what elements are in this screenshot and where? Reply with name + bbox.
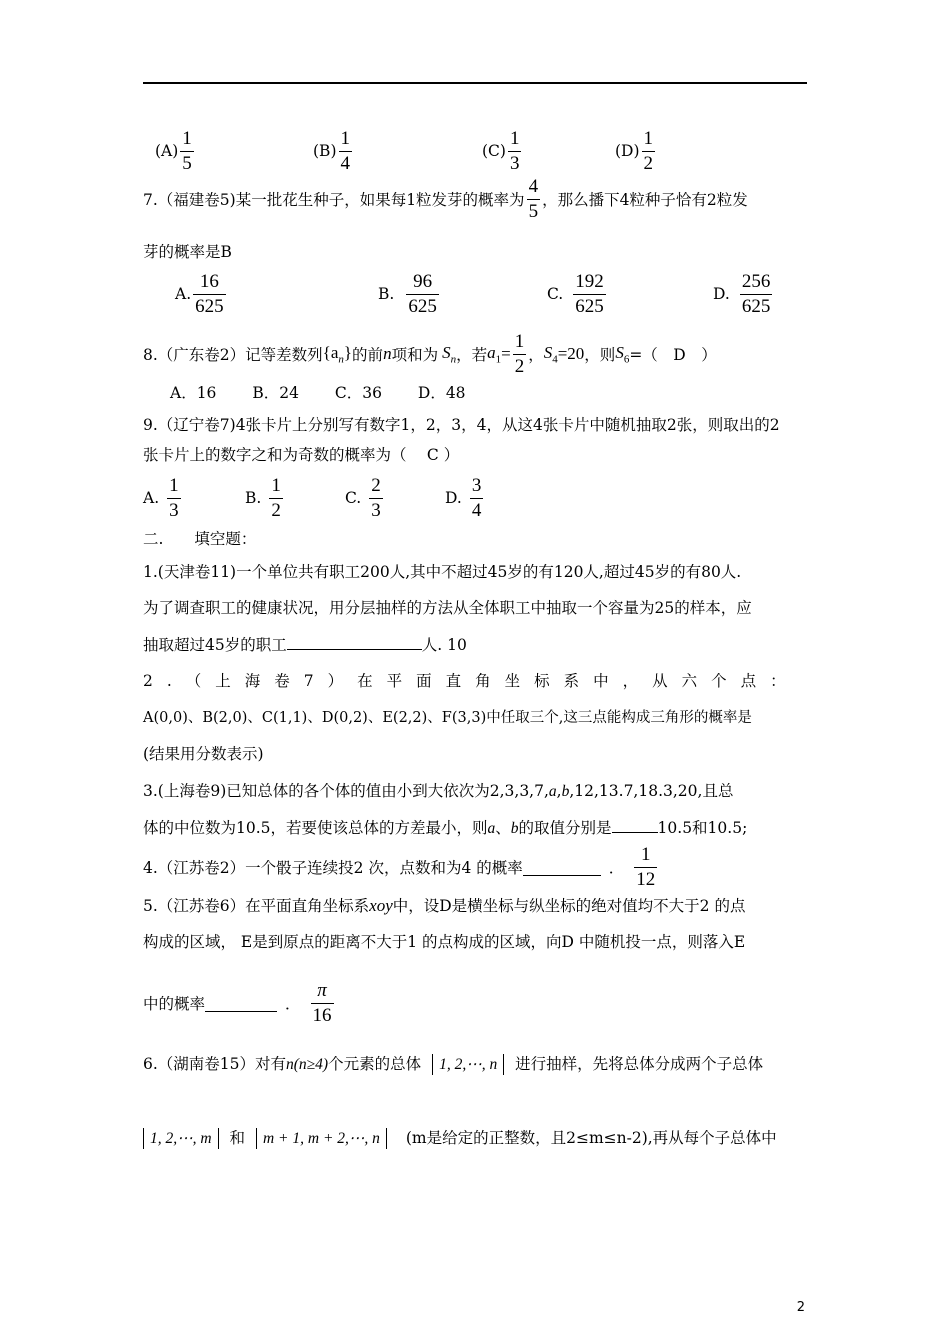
header-rule xyxy=(143,82,807,84)
q7-option-b: B. $\frac{96}{625}$ xyxy=(378,271,437,317)
fraction: $\frac{\pi}{16}$ xyxy=(312,980,332,1026)
q7-option-a: A. $\frac{16}{625}$ xyxy=(175,271,224,317)
q9-line2: 张卡片上的数字之和为奇数的概率为（ C ） xyxy=(143,446,460,464)
q9-option-a: A. $\frac{1}{3}$ xyxy=(143,475,179,521)
f2-line2: A(0,0)、B(2,0)、C(1,1)、D(0,2)、E(2,2)、F(3,3)中任取三个,这三点能构成三角形的概率是 xyxy=(143,710,752,726)
fraction: $\frac{96}{625}$ xyxy=(408,271,437,317)
q7-option-c: C. $\frac{192}{625}$ xyxy=(547,271,604,317)
fraction: $\frac{256}{625}$ xyxy=(741,271,771,317)
q7-line2: 芽的概率是B xyxy=(143,243,232,261)
fraction: $\frac{1}{3}$ xyxy=(169,475,179,521)
q8-options: A．16 B．24 C．36 D．48 xyxy=(170,384,466,402)
fraction: $\frac{2}{3}$ xyxy=(371,475,381,521)
f3-line2: 体的中位数为10.5，若要使该总体的方差最小，则a、b的取值分别是 10.5和10.5; xyxy=(143,816,747,838)
fraction: $\frac{1}{2}$ xyxy=(271,475,281,521)
f5-line2: 构成的区域， E是到原点的距离不大于1 的点构成的区域，向D 中随机投一点，则落入E xyxy=(143,933,746,951)
f5-line3: 中的概率 ． $\frac{\pi}{16}$ xyxy=(143,980,332,1026)
f4-line: 4.（江苏卷2）一个骰子连续投2 次，点数和为4 的概率 ． $\frac{1}{12}$ xyxy=(143,844,656,890)
answer-blank xyxy=(287,633,422,650)
answer-blank xyxy=(205,995,277,1012)
fraction: $\frac{1}{2}$ xyxy=(643,128,654,174)
q9-option-c: C. $\frac{2}{3}$ xyxy=(345,475,381,521)
q7-line1: 7.（福建卷5)某一批花生种子，如果每1粒发芽的概率为 $\frac{4}{5}$ ，那么播下4粒种子恰有2粒发 xyxy=(143,176,748,222)
set-notation: 1, 2,⋯, n xyxy=(432,1054,504,1075)
q6-option-d: (D) $\frac{1}{2}$ xyxy=(615,128,654,174)
fraction: $\frac{16}{625}$ xyxy=(195,271,224,317)
q6-option-a: (A) $\frac{1}{5}$ xyxy=(155,128,192,174)
answer-blank xyxy=(612,816,658,833)
fraction: $\frac{4}{5}$ xyxy=(528,176,539,222)
q9-option-d: D. $\frac{3}{4}$ xyxy=(445,475,482,521)
f2-line1: 2.（上海卷7）在平面直角坐标系中，从六个点： xyxy=(143,672,800,690)
f1-line2: 为了调查职工的健康状况，用分层抽样的方法从全体职工中抽取一个容量为25的样本，应 xyxy=(143,599,752,617)
answer-blank xyxy=(523,859,601,876)
f5-line1: 5.（江苏卷6）在平面直角坐标系xoy中，设D是横坐标与纵坐标的绝对值均不大于2 的点 xyxy=(143,896,746,915)
f6-line2: 1, 2,⋯, m 和 m + 1, m + 2,⋯, n (m是给定的正整数，且2≤m≤n-2),再从每个子总体中 xyxy=(143,1126,777,1148)
f1-line1: 1.(天津卷11)一个单位共有职工200人,其中不超过45岁的有120人,超过45岁的有80人. xyxy=(143,563,742,581)
q6-option-c: (C) $\frac{1}{3}$ xyxy=(482,128,520,174)
q9-line1: 9.（辽宁卷7)4张卡片上分别写有数字1，2，3，4，从这4张卡片中随机抽取2张，则取出的2 xyxy=(143,416,780,434)
f6-line1: 6.（湖南卷15）对有n(n≥4)个元素的总体 1, 2,⋯, n 进行抽样，先将总体分成两个子总体 xyxy=(143,1055,764,1073)
fraction: $\frac{1}{5}$ xyxy=(182,128,192,174)
page-number: 2 xyxy=(796,1300,805,1315)
q9-option-b: B. $\frac{1}{2}$ xyxy=(245,475,281,521)
f2-line3: (结果用分数表示) xyxy=(143,745,264,763)
fraction: $\frac{1}{12}$ xyxy=(636,844,656,890)
q6-option-b: (B) $\frac{1}{4}$ xyxy=(313,128,350,174)
set-notation: m + 1, m + 2,⋯, n xyxy=(256,1128,387,1149)
q7-option-d: D. $\frac{256}{625}$ xyxy=(713,271,771,317)
set-notation: 1, 2,⋯, m xyxy=(143,1128,219,1149)
section-heading: 二. 填空题： xyxy=(143,530,257,548)
fraction: $\frac{3}{4}$ xyxy=(471,475,482,521)
fraction: $\frac{1}{4}$ xyxy=(340,128,350,174)
fraction: $\frac{1}{2}$ xyxy=(514,331,525,377)
f1-line3: 抽取超过45岁的职工 人. 10 xyxy=(143,633,467,655)
fraction: $\frac{1}{3}$ xyxy=(509,128,520,174)
fraction: $\frac{192}{625}$ xyxy=(575,271,604,317)
q8-line1: 8.（广东卷2）记等差数列 $\{a_n\}$ 的前 n 项和为 $S_n$ ，若 $a_1$ = $\frac{1}{2}$ ， $S_4$ =20 ，则 $S_6$ =（ D ） xyxy=(143,331,717,377)
f3-line1: 3.(上海卷9)已知总体的各个体的值由小到大依次为2,3,3,7,a,b,12,13.7,18.3,20,且总 xyxy=(143,782,734,800)
